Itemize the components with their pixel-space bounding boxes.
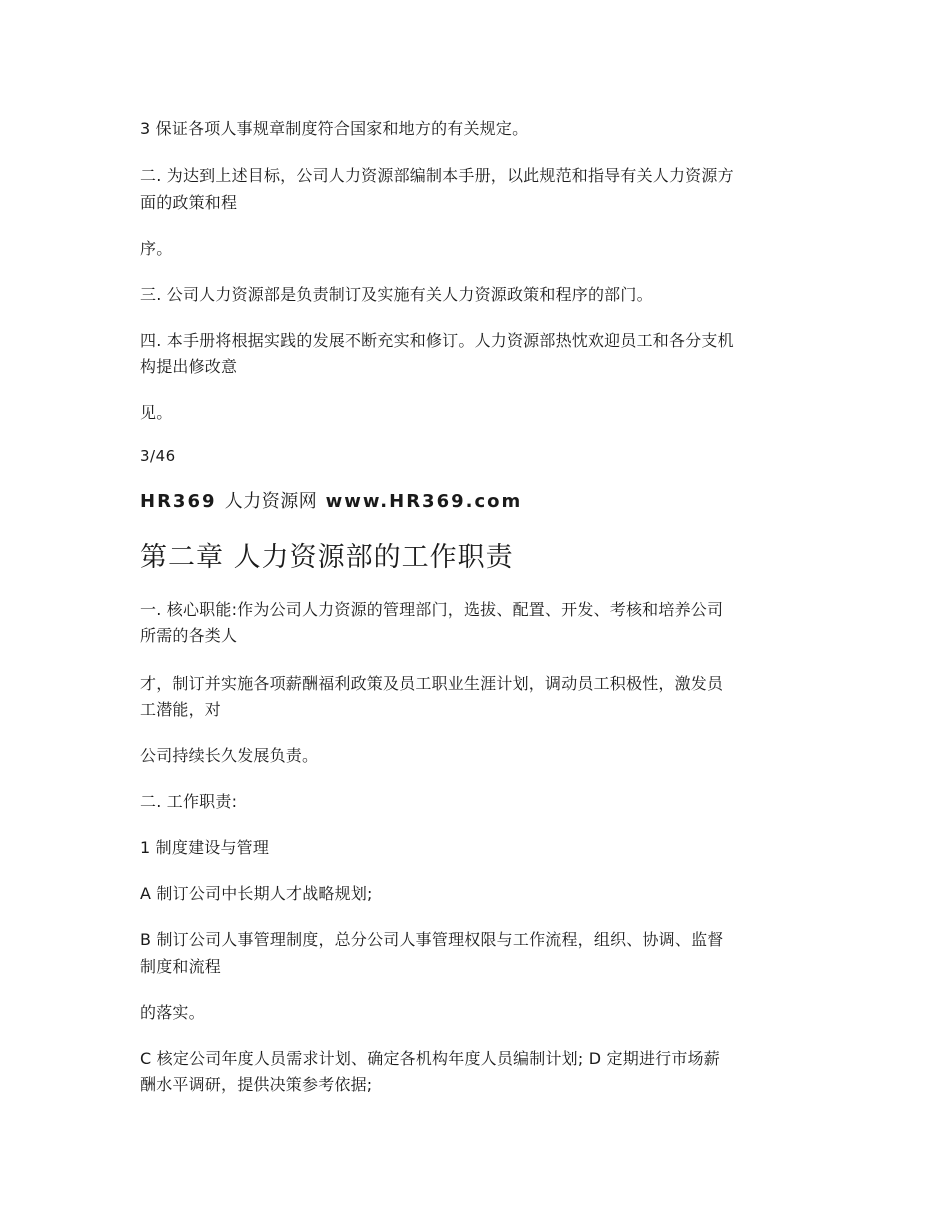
text-line: 构提出修改意: [140, 357, 238, 376]
text-line: 酬水平调研，提供决策参考依据;: [140, 1075, 373, 1094]
text-line: 面的政策和程: [140, 193, 238, 212]
list-item: C 核定公司年度人员需求计划、确定各机构年度人员编制计划; D 定期进行市场薪: [140, 1049, 720, 1068]
text-line: 三. 公司人力资源部是负责制订及实施有关人力资源政策和程序的部门。: [140, 285, 653, 304]
text-line: 3 保证各项人事规章制度符合国家和地方的有关规定。: [140, 119, 529, 138]
text-line: 见。: [140, 403, 173, 422]
text-line: 的落实。: [140, 1003, 205, 1022]
text-line: 公司持续长久发展负责。: [140, 746, 319, 765]
page-number: 3/46: [140, 447, 176, 465]
text-line: 序。: [140, 239, 173, 258]
chapter-title: 第二章 人力资源部的工作职责: [140, 542, 514, 573]
text-line: 工潜能，对: [140, 700, 222, 719]
list-item: A 制订公司中长期人才战略规划;: [140, 884, 373, 903]
text-line: 制度和流程: [140, 957, 222, 976]
site-header: [140, 490, 820, 514]
text-line: 才，制订并实施各项薪酬福利政策及员工职业生涯计划，调动员工积极性，激发员: [140, 674, 724, 693]
site-url: www.HR369.com: [325, 491, 523, 512]
site-brand: HR369: [140, 491, 217, 512]
text-line: 四. 本手册将根据实践的发展不断充实和修订。人力资源部热忱欢迎员工和各分支机: [140, 331, 734, 350]
section-heading: 二. 工作职责:: [140, 792, 238, 811]
site-name: 人力资源网: [224, 491, 318, 512]
list-item: B 制订公司人事管理制度，总分公司人事管理权限与工作流程，组织、协调、监督: [140, 930, 724, 949]
text-line: 所需的各类人: [140, 626, 238, 645]
text-line: 二. 为达到上述目标，公司人力资源部编制本手册，以此规范和指导有关人力资源方: [140, 166, 734, 185]
text-line: 一. 核心职能:作为公司人力资源的管理部门，选拔、配置、开发、考核和培养公司: [140, 600, 724, 619]
section-heading: 1 制度建设与管理: [140, 838, 270, 857]
